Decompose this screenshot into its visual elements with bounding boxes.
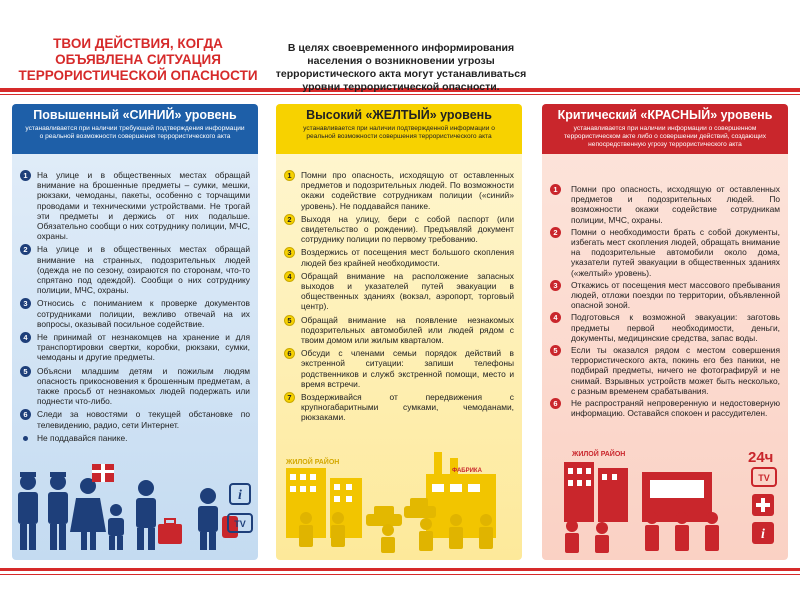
man-figure-icon [136, 480, 156, 550]
yellow-item-text: Обсуди с членами семьи порядок действий в экстренной ситуации: запиши телефоны родственников и служб экстренной помощи, место и время встречи. [301, 348, 514, 389]
blue-level-panel [12, 104, 258, 560]
mother-figure-icon [70, 478, 106, 550]
blue-item-number: 1 [20, 170, 31, 181]
red-action-item [550, 345, 780, 396]
red-item-number: 1 [550, 184, 561, 195]
red-actions-list [542, 154, 788, 418]
yellow-action-item [284, 315, 514, 346]
bottom-divider-thin [0, 574, 800, 575]
person-figure-icon [479, 514, 493, 549]
yellow-action-item [284, 392, 514, 423]
tv-icon-label: TV [234, 519, 246, 529]
red-level-title: Критический «КРАСНЫЙ» уровень [557, 108, 773, 122]
red-item-number: 5 [550, 345, 561, 356]
child-figure-icon [108, 504, 124, 550]
yellow-zone-residential-label: ЖИЛОЙ РАЙОН [286, 459, 340, 466]
red-level-panel [542, 104, 788, 560]
top-divider-thin [0, 94, 800, 95]
yellow-action-item [284, 247, 514, 267]
yellow-item-number: 2 [284, 214, 295, 225]
yellow-item-text: Обращай внимание на расположение запасных выходов и указателей путей эвакуации в общественных зданиях (вокзал, аэропорт, торговый центр). [301, 270, 514, 312]
blue-action-item [20, 433, 250, 443]
red-item-number: 6 [550, 398, 561, 409]
blue-item-number: 5 [20, 366, 31, 377]
red-item-text: Откажись от посещения мест массового пребывания людей, отложи поездки по территории, объявленной опасной зоной. [571, 279, 780, 311]
person-figure-icon [675, 512, 689, 551]
blue-item-text: На улице и в общественных местах обращай внимание на странных, подозрительных людей (одежда не по сезону, озираются по сторонам, что-то спрятано под одеждой). Сообщи о них сотруднику полиции, МЧС, охраны. [37, 244, 250, 296]
red-action-item [550, 280, 780, 311]
yellow-item-text: Обращай внимание на появление незнакомых подозрительных автомобилей или людей рядом с твоим домом или жилым кварталом. [301, 314, 514, 346]
blue-item-number: 2 [20, 244, 31, 255]
red-zone-residential-label: ЖИЛОЙ РАЙОН [572, 451, 626, 458]
yellow-action-item [284, 214, 514, 245]
yellow-item-number: 3 [284, 247, 295, 258]
red-level-subtitle: устанавливается при наличии информации о совершенном террористическом акте либо о совершении действий, создающих непосредственную угрозу террористического акта [563, 125, 767, 148]
yellow-item-text: Воздержись от посещения мест большого скопления людей без крайней необходимости. [301, 247, 514, 268]
bullet-dot [23, 436, 28, 441]
blue-action-item [20, 366, 250, 407]
yellow-zone-factory-label: ФАБРИКА [452, 468, 482, 474]
yellow-action-item [284, 170, 514, 211]
info-icon [230, 484, 250, 504]
person-figure-icon [705, 512, 719, 551]
person-figure-icon [449, 514, 463, 549]
blue-item-text: Относись с пониманием к проверке документов сотрудниками полиции, вежливо отвечай на их вопросы, оказывай посильное содействие. [37, 298, 250, 329]
apartment-building-icon [564, 462, 628, 522]
yellow-level-panel [276, 104, 522, 560]
blue-action-item [20, 332, 250, 363]
yellow-action-item [284, 348, 514, 389]
red-item-number: 3 [550, 280, 561, 291]
blue-level-subtitle: устанавливается при наличии требующей подтверждения информации о реальной возможности совершения террористического акта [25, 125, 245, 140]
yellow-actions-list [276, 154, 522, 423]
red-tv-icon-label: TV [758, 473, 770, 483]
elder-figure-icon [198, 488, 218, 550]
red-item-number: 4 [550, 312, 561, 323]
blue-level-title: Повышенный «СИНИЙ» уровень [33, 108, 237, 122]
bottom-divider [0, 568, 800, 571]
yellow-item-text: Воздерживайся от передвижения с крупногабаритными сумками, чемоданами, рюкзаками. [301, 392, 514, 423]
badge-24h: 24ч [748, 449, 774, 466]
person-figure-icon [381, 524, 395, 553]
yellow-level-subtitle: устанавливается при наличии подтвержденной информации о реальной возможности совершения террористического акта [303, 125, 495, 140]
red-action-item [550, 398, 780, 418]
red-action-item [550, 184, 780, 225]
blue-item-text: Объясни младшим детям и пожилым людям опасность прикосновения к брошенным предметам, а также просьб от незнакомых людей подержать или поднести что-либо. [37, 365, 250, 407]
person-figure-icon [565, 520, 579, 553]
blue-item-number: 3 [20, 298, 31, 309]
person-figure-icon [331, 512, 345, 547]
blue-level-header [12, 104, 258, 154]
red-action-item [550, 227, 780, 278]
yellow-item-number: 6 [284, 348, 295, 359]
first-aid-icon [752, 494, 774, 516]
blue-actions-list [12, 154, 258, 443]
red-item-text: Помни о необходимости брать с собой документы, избегать мест скопления людей, обращать внимание на подозрительные автомобили около дома, указатели путей эвакуации в общественных зданиях («желтый» уровень). [571, 226, 780, 278]
person-figure-icon [645, 512, 659, 551]
yellow-action-item [284, 271, 514, 312]
blue-item-text: Не поддавайся панике. [37, 432, 128, 443]
blue-item-text: Не принимай от незнакомцев на хранение и для транспортировки свертки, коробки, рюкзаки, сумки, чемоданы и другие предметы. [37, 332, 250, 363]
intro-text: В целях своевременного информирования населения о возникновении угрозы террористического акта могут устанавливаться уровни террористической опасности. [275, 42, 527, 93]
blue-action-item [20, 409, 250, 429]
page-title: ТВОИ ДЕЙСТВИЯ, КОГДА ОБЪЯВЛЕНА СИТУАЦИЯ ТЕРРОРИСТИЧЕСКОЙ ОПАСНОСТИ [18, 36, 258, 83]
gift-box-icon [92, 464, 114, 482]
yellow-item-number: 1 [284, 170, 295, 181]
blue-action-item [20, 244, 250, 295]
yellow-item-number: 5 [284, 315, 295, 326]
red-illustration [542, 444, 788, 556]
red-item-text: Если ты оказался рядом с местом совершения террористического акта, покинь его без паники, не подбирай предметы, ничего не фотографируй и не снимай. Взрывных устройств может быть несколько, с разным временем срабатывания. [571, 345, 780, 396]
suitcase-icon [158, 519, 182, 544]
red-item-text: Подготовься к возможной эвакуации: заготовь предметы первой необходимости, деньги, документы, медицинские средства, запас воды. [571, 312, 780, 343]
tv-icon [752, 468, 776, 486]
blue-item-bullet [20, 433, 31, 443]
yellow-item-text: Выходя на улицу, бери с собой паспорт (или свидетельство о рождении). Предъявляй документ сотруднику полиции по первому требованию. [301, 213, 514, 245]
red-item-text: Не распространяй непроверенную и недостоверную информацию. Оставайся спокоен и рассудителен. [571, 398, 780, 419]
red-action-item [550, 312, 780, 343]
blue-action-item [20, 298, 250, 329]
blue-item-text: На улице и в общественных местах обращай внимание на брошенные предметы – сумки, мешки, рюкзаки, чемоданы, пакеты, особенно с торчащими проводами и техническими устройствами. Не трогай эти предметы и держись от них подальше. Обязательно сообщи о них сотруднику полиции, МЧС, охраны. [37, 170, 250, 242]
red-item-text: Помни про опасность, исходящую от оставленных предметов и подозрительных людей. По возможности окажи содействие сотрудникам полиции, МЧС, охраны. [571, 184, 780, 225]
police-figure-icon [18, 472, 38, 550]
blue-item-number: 4 [20, 332, 31, 343]
yellow-item-text: Помни про опасность, исходящую от оставленных предметов и подозрительных людей. По возможности окажи содействие сотрудникам полиции («синий» уровень). Не поддавайся панике. [301, 170, 514, 211]
red-item-number: 2 [550, 227, 561, 238]
red-info-icon-label: i [761, 527, 765, 542]
info-icon [752, 522, 774, 544]
yellow-item-number: 4 [284, 271, 295, 282]
info-icon-label: i [238, 488, 242, 503]
blue-item-number: 6 [20, 409, 31, 420]
blue-item-text: Следи за новостями о текущей обстановке по телевидению, радио, сети Интернет. [37, 409, 250, 430]
yellow-illustration [276, 444, 522, 556]
police-figure-icon [48, 472, 68, 550]
red-level-header [542, 104, 788, 154]
person-figure-icon [299, 512, 313, 547]
car-icon [366, 506, 402, 526]
person-figure-icon [419, 518, 433, 551]
yellow-level-title: Высокий «ЖЕЛТЫЙ» уровень [306, 108, 492, 122]
blue-illustration [12, 444, 258, 556]
blue-action-item [20, 170, 250, 241]
yellow-level-header [276, 104, 522, 154]
yellow-item-number: 7 [284, 392, 295, 403]
person-figure-icon [595, 522, 609, 553]
